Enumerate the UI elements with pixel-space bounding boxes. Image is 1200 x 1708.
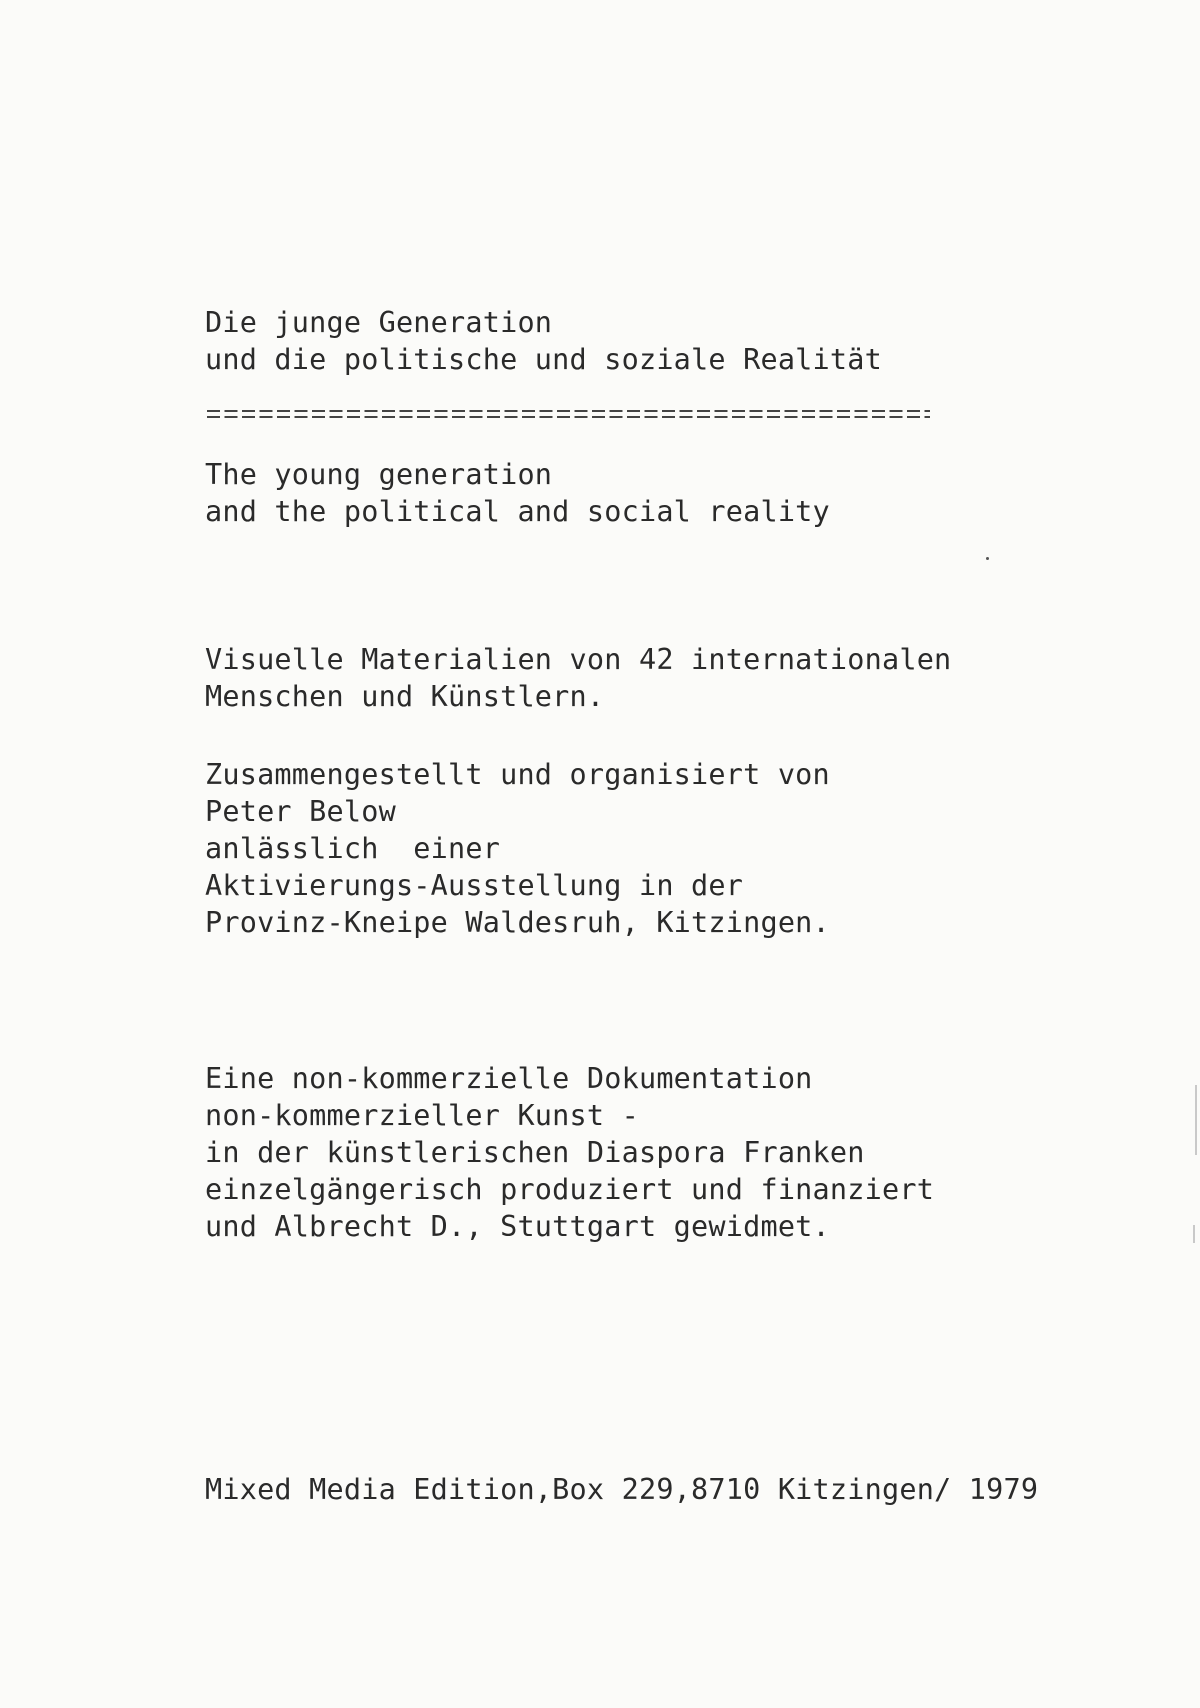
paper-speck <box>986 557 989 560</box>
title-de-line-2: und die politische und soziale Realität <box>205 343 882 376</box>
imprint-line: Mixed Media Edition,Box 229,8710 Kitzingen/ 1979 <box>205 1473 1039 1506</box>
paper-edge-mark <box>1193 1225 1195 1243</box>
credits-line-2: Peter Below <box>205 795 396 828</box>
description-line-1: Visuelle Materialien von 42 internationalen <box>205 643 952 676</box>
title-de-line-1: Die junge Generation <box>205 306 553 339</box>
title-en-line-2: and the political and social reality <box>205 495 830 528</box>
description-line-2: Menschen und Künstlern. <box>205 680 605 713</box>
dedication-line-5: und Albrecht D., Stuttgart gewidmet. <box>205 1210 830 1243</box>
dedication-line-4: einzelgängerisch produziert und finanziert <box>205 1173 935 1206</box>
dedication-line-3: in der künstlerischen Diaspora Franken <box>205 1136 865 1169</box>
credits-line-1: Zusammengestellt und organisiert von <box>205 758 830 791</box>
title-en-line-1: The young generation <box>205 458 553 491</box>
credits-line-3: anlässlich einer <box>205 832 501 865</box>
credits-line-5: Provinz-Kneipe Waldesruh, Kitzingen. <box>205 906 830 939</box>
credits-line-4: Aktivierungs-Ausstellung in der <box>205 869 744 902</box>
dedication-line-2: non-kommerzieller Kunst - <box>205 1099 639 1132</box>
dedication-line-1: Eine non-kommerzielle Dokumentation <box>205 1062 813 1095</box>
separator-rule <box>207 408 930 420</box>
paper-edge-mark <box>1195 1085 1197 1155</box>
